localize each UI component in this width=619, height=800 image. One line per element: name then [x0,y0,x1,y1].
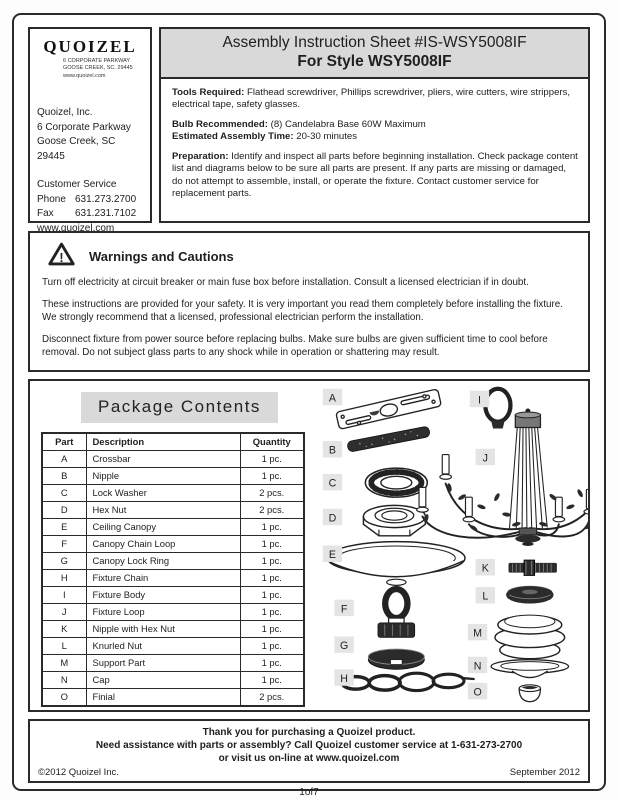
warning-paragraph: Turn off electricity at circuit breaker or main fuse box before installation. Consult a licensed electrician if in doubt. [42,277,529,288]
svg-text:F: F [340,602,348,615]
knurled-nut-part [508,586,552,602]
bulb-recommended: Bulb Recommended: (8) Candelabra Base 60W Maximum [172,118,426,130]
footer-assistance: Need assistance with parts or assembly? Call Quoizel customer service at 1-631-273-2700 [95,739,523,751]
fixture-body-part [417,408,590,545]
part-label-o [468,682,487,698]
canopy-lock-ring-part [368,649,424,669]
table-row [42,569,304,586]
table-row [42,637,304,654]
table-cell: 1 pc. [240,654,304,671]
table-cell: N [42,671,86,688]
table-row [42,552,304,569]
col-header-part: Part [42,433,86,451]
logo-address-line2: GOOSE CREEK, SC. 29445 [63,65,133,72]
footer-section [28,719,590,783]
table-row [42,603,304,620]
customer-service-fax: Fax 631.231.7102 [37,208,137,220]
part-label-k [476,559,495,575]
svg-text:K: K [481,562,489,575]
warnings-section [28,231,590,372]
customer-service-website: www.quoizel.com [37,222,115,234]
footer-thanks: Thank you for purchasing a Quoizel product. [202,726,416,738]
style-title: For Style WSY5008IF [297,53,452,70]
customer-service-block [37,178,143,236]
table-cell: 1 pc. [240,586,304,603]
svg-text:J: J [482,451,488,464]
cap-part [491,659,568,677]
logo-address-line1: 6 CORPORATE PARKWAY [63,58,131,64]
svg-text:M: M [473,627,483,640]
parts-table-header [42,433,304,451]
warning-triangle-icon [48,242,75,271]
warning-paragraph: Disconnect fixture from power source before replacing bulbs. Make sure bulbs are given sufficient time to cool before removal. Do not subject glass parts to any shock while in operation or shattering may result. [42,333,548,358]
company-name: Quoizel, Inc. [37,107,93,119]
table-row [42,484,304,501]
parts-diagram-svg [317,383,590,711]
table-cell: F [42,535,86,552]
tools-required: Tools Required: Flathead screwdriver, Phillips screwdriver, pliers, wire cutters, wire strippers, electrical tape, safety glasses. [172,87,571,111]
nipple-with-hex-nut-part [509,560,557,575]
table-row [42,501,304,518]
svg-text:G: G [339,639,349,652]
table-cell: Knurled Nut [86,637,240,654]
table-cell: 2 pcs. [240,501,304,518]
package-contents-section [28,379,590,712]
table-row [42,467,304,484]
table-cell: G [42,552,86,569]
logo-website: www.quoizel.com [63,72,106,79]
svg-text:I: I [478,393,481,406]
canopy-chain-loop-part [378,589,415,637]
company-address [37,106,143,164]
table-cell: B [42,467,86,484]
part-label-e [323,545,342,561]
svg-text:D: D [328,511,337,524]
svg-text:E: E [328,548,337,561]
fixture-chain-part [342,673,474,690]
table-cell: 1 pc. [240,671,304,688]
copyright-text: ©2012 Quoizel Inc. [38,766,119,778]
customer-service-title: Customer Service [37,179,117,191]
table-cell: Crossbar [86,450,240,467]
table-cell: A [42,450,86,467]
part-label-b [323,441,342,457]
candles [417,451,590,521]
svg-text:B: B [328,444,337,457]
table-row [42,450,304,467]
footer-website: or visit us on-line at www.quoizel.com [218,752,400,764]
col-header-description: Description [86,433,240,451]
table-cell: 1 pc. [240,467,304,484]
table-cell: 1 pc. [240,569,304,586]
assembly-time: Estimated Assembly Time: 20-30 minutes [172,131,358,143]
svg-text:L: L [482,590,489,603]
table-cell: O [42,688,86,706]
table-cell: D [42,501,86,518]
quoizel-logo: QUOIZEL [43,37,137,56]
table-cell: I [42,586,86,603]
finial-part [519,684,540,701]
table-row [42,586,304,603]
logo-address [63,58,143,80]
publication-date: September 2012 [509,766,580,778]
company-street: 6 Corporate Parkway [37,121,131,133]
part-label-f [334,599,353,615]
company-zip: 29445 [37,150,65,162]
support-part [495,615,565,659]
table-cell: Hex Nut [86,501,240,518]
table-cell: 1 pc. [240,637,304,654]
parts-diagram [317,381,588,710]
table-row [42,518,304,535]
part-label-d [323,508,342,524]
package-contents-title: Package Contents [81,392,278,423]
part-label-m [468,623,487,639]
table-cell: Canopy Lock Ring [86,552,240,569]
package-contents-left [30,381,317,710]
table-cell: Cap [86,671,240,688]
hex-nut-part [363,505,425,535]
part-label-a [323,388,342,404]
table-cell: Lock Washer [86,484,240,501]
sheet-title: Assembly Instruction Sheet #IS-WSY5008IF [222,34,527,51]
table-cell: 1 pc. [240,450,304,467]
table-cell: Nipple with Hex Nut [86,620,240,637]
table-row [42,688,304,706]
table-cell: 1 pc. [240,518,304,535]
svg-text:N: N [473,659,482,672]
part-label-n [468,656,487,672]
crossbar-part [336,388,442,428]
page-number: 1of7 [299,786,319,798]
title-box [159,27,590,223]
table-cell: C [42,484,86,501]
table-cell: Fixture Chain [86,569,240,586]
title-header [161,29,588,79]
lock-washer-part [365,468,427,497]
part-label-l [476,587,495,603]
warnings-heading [48,242,576,271]
header-row [28,27,590,234]
preparation: Preparation: Identify and inspect all parts before beginning installation. Check package content list and diagrams below to be sure all parts are present. If any parts are missing or damaged, do not attempt to assemble, install, or operate the fixture. Contact customer service for replacement parts. [172,150,578,200]
instruction-sheet-page [12,13,606,798]
col-header-quantity: Quantity [240,433,304,451]
table-cell: Ceiling Canopy [86,518,240,535]
ceiling-canopy-part [328,541,465,585]
table-cell: Fixture Body [86,586,240,603]
table-row [42,671,304,688]
table-cell: Finial [86,688,240,706]
table-cell: 1 pc. [240,620,304,637]
table-cell: Support Part [86,654,240,671]
table-cell: 1 pc. [240,603,304,620]
svg-text:O: O [473,686,482,699]
part-label-h [334,669,353,685]
table-cell: Fixture Loop [86,603,240,620]
warning-paragraph: These instructions are provided for your safety. It is very important you read them completely before installing the fixture. We strongly recommend that a licensed, professional electrician perform the installation. [42,298,563,323]
customer-service-phone: Phone 631.273.2700 [37,193,137,205]
table-cell: H [42,569,86,586]
table-cell: 1 pc. [240,535,304,552]
table-cell: 2 pcs. [240,484,304,501]
table-cell: 2 pcs. [240,688,304,706]
table-cell: Nipple [86,467,240,484]
table-cell: Canopy Chain Loop [86,535,240,552]
logo-address-box [28,27,152,234]
svg-text:!: ! [59,251,64,266]
svg-text:A: A [328,391,337,404]
table-cell: K [42,620,86,637]
table-row [42,620,304,637]
company-city: Goose Creek, SC [37,136,116,148]
part-label-i [470,390,489,406]
part-label-g [334,636,353,652]
table-cell: 1 pc. [240,552,304,569]
svg-text:H: H [340,672,348,685]
table-cell: J [42,603,86,620]
table-row [42,535,304,552]
table-cell: L [42,637,86,654]
table-cell: M [42,654,86,671]
svg-text:C: C [328,477,337,490]
parts-table [41,432,305,707]
part-label-j [476,448,495,464]
table-row [42,654,304,671]
table-cell: E [42,518,86,535]
warnings-title: Warnings and Cautions [89,249,234,264]
nipple-part [347,426,431,452]
preparation-info [161,79,588,208]
part-label-c [323,474,342,490]
